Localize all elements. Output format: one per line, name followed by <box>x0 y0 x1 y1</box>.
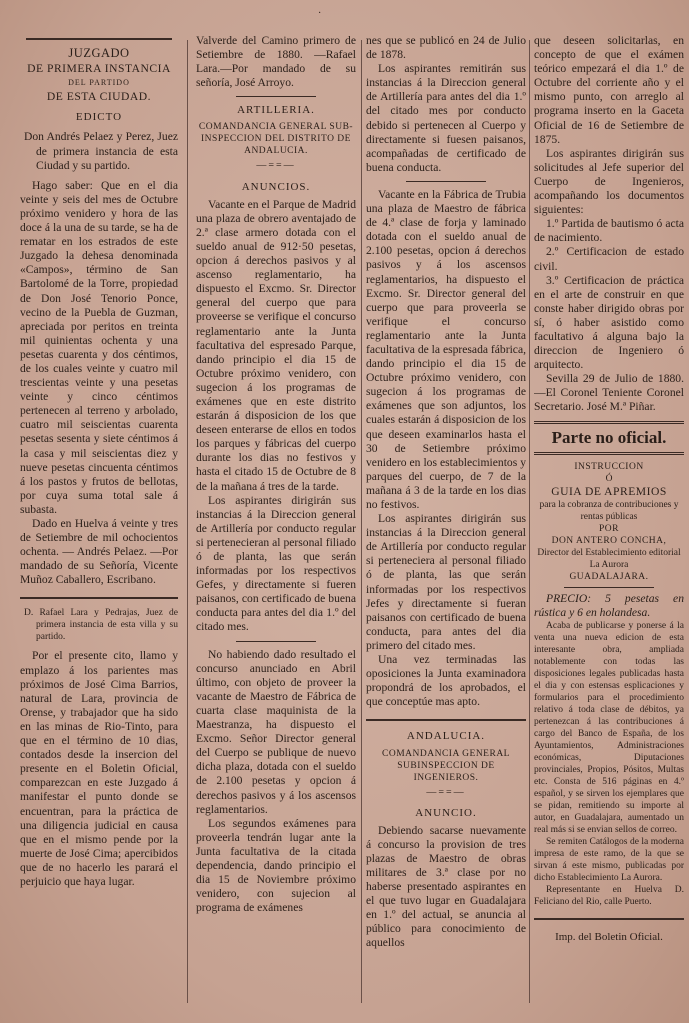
column-rule <box>187 40 188 1003</box>
paragraph: Una vez terminadas las oposiciones la Junta examinadora propondrá de los aprobados, el que conceptúe mas apto. <box>366 653 526 709</box>
paragraph: Los aspirantes dirigirán sus instancias á la Direccion general de Artillería por conducto regular si perteneciera al personal filiado ó de planta, las que serán informadas por los respectivos Jefes y directamente si fueran paisanos con certificado de buena conducta, para antes del dia primero del citado mes. <box>366 512 526 652</box>
section-title: ARTILLERIA. <box>237 104 315 117</box>
ornament: —==— <box>256 160 296 172</box>
ad-title: GUIA DE APREMIOS <box>551 484 667 498</box>
list-item: 1.º Partida de bautismo ó acta de nacimiento. <box>534 217 684 245</box>
paragraph: que deseen solicitarlas, en concepto de que el exámen teórico empezará el dia 1.º de Octubre del corriente año y el mismo punto, con arreglo al programa inserto en la Gaceta Oficial de 16 de Setiembre de 1875. <box>534 34 684 146</box>
paragraph: Vacante en el Parque de Madrid una plaza de obrero aventajado de 2.ª clase armero dotada con el sueldo anual de 912·50 pesetas, opcion á derechos pasivos y al ascenso reglamentario, ha dispuesto el Excmo. Sr. Director general del cuerpo que para proveerse se verifique el concurso reglamentario ante la Junta facultativa del espresado Parque, dando principio el dia 15 de Octubre próximo venidero, con sugecion á los programas de exámenes que en este distrito estarán á disposicion de los que deseen enterarse de ellos en todos los parques y fábricas del cuerpo durante los dias no festivos y hasta el citado 15 de Octubre de 8 de la mañana á tres de la tarde. <box>196 197 356 493</box>
imprint: Imp. del Boletin Oficial. <box>555 930 663 943</box>
ad-body: Se remiten Catálogos de la moderna impresa de este ramo, de la que se sirvan á este mismo, publicadas por dicho Establecimiento La Aurora. <box>534 836 684 883</box>
ad-body: Representante en Huelva D. Feliciano del Rio, calle Puerto. <box>534 884 684 907</box>
paragraph: Dado en Huelva á veinte y tres de Setiembre de mil ochocientos ochenta. — Andrés Pelaez. —Por mandado de su Señoría, Vicente Muñoz Caballero, Escribano. <box>20 517 178 587</box>
column-3 <box>366 34 526 1009</box>
divider <box>236 96 316 97</box>
court-header: DE ESTA CIUDAD. <box>46 90 152 104</box>
ad-author: DON ANTERO CONCHA, <box>551 535 667 546</box>
ad-heading: Ó <box>605 473 613 484</box>
part-title: Parte no oficial. <box>551 427 667 447</box>
signature: Sevilla 29 de Julio de 1880. —El Coronel Teniente Coronel Secretario. José M.ª Piñar. <box>534 372 684 414</box>
page-marker: · <box>318 8 322 19</box>
ad-heading: INSTRUCCION <box>574 461 644 472</box>
divider <box>26 38 172 40</box>
ad-author-desc: Director del Establecimiento editorial La Aurora <box>537 547 681 570</box>
court-header: DEL PARTIDO <box>68 78 130 88</box>
column-1 <box>20 34 178 1009</box>
paragraph: Hago saber: Que en el dia veinte y seis del mes de Octubre próximo venidero y hora de las doce á la una de su tarde, se ha de rematar en los estrados de este Juzgado la dehesa denominada «Campos», término de San Bartolomé de la Torre, propiedad de Don José Tenorio Ponce, vecino de la Puebla de Guzman, apreciada por peritos en treinta mil quinientas ochenta y una pesetas cuarenta y dos céntimos, de los cuales veinte y cuatro mil trescientas veinte y una pesetas veinte y cinco céntimos pertenecen al terreno y arbolado, cuatro mil seiscientas cuarenta pesetas sesenta y siete céntimos á la casa y mil seiscientas diez y nueve pesetas cincuenta céntimos á los pastos y frutos de bellotas, por cuya suma total sale á subasta. <box>20 178 178 516</box>
divider <box>236 641 316 642</box>
divider <box>366 719 526 721</box>
ad-by: POR <box>599 523 619 534</box>
divider <box>20 597 178 599</box>
paragraph: Por el presente cito, llamo y emplazo á los parientes mas próximos de José Cima Barrios, natural de Lara, provincia de Orense, y trabajador que ha sido en las minas de Rio-Tinto, para que en el término de 10 dias, contados desde la insercion del presente en el Boletin Oficial, comparezcan en este Juzgado á manifestar el punto donde se encuentran, para la práctica de una diligencia judicial en causa que en el mismo pende por la muerte de José Cima; apercibidos que de no hacerlo les parará el perjuicio que haya lugar. <box>20 649 178 888</box>
anuncios-title: ANUNCIOS. <box>241 180 311 193</box>
section-title: ANDALUCIA. <box>406 730 486 743</box>
comandancia-header: COMANDANCIA GENERAL SUB-INSPECCION DEL DISTRITO DE ANDALUCIA. <box>198 122 354 157</box>
list-item: 2.º Certificacion de estado civil. <box>534 245 684 273</box>
paragraph: Debiendo sacarse nuevamente á concurso la provision de tres plazas de Maestro de obras militares de 3.ª clase por no haberse presentado aspirantes en el que tuvo lugar en Guadalajara en 1.º del actual, se anuncia al público para conocimiento de aquellos <box>366 823 526 950</box>
column-4 <box>534 34 684 1009</box>
judge-line: D. Rafael Lara y Pedrajas, Juez de primera instancia de esta villa y su partido. <box>24 608 178 643</box>
ad-city: GUADALAJARA. <box>569 571 649 582</box>
paragraph: Los aspirantes dirigirán sus instancias á la Direccion general de Artillería por conducto regular si pertenecieran al personal filiado ó de planta, las que serán informadas por los respectivos Gefes, y directamente si fueren paisanos, con certificado de buena conducta para antes del dia 1.º del citado mes. <box>196 493 356 634</box>
part-banner <box>534 421 684 455</box>
paragraph: Valverde del Camino primero de Setiembre de 1880. —Rafael Lara.—Por mandado de su señoría, José Arroyo. <box>196 34 356 90</box>
paragraph: Los aspirantes remitirán sus instancias á la Direccion general de Artillería para antes del dia 1.º del citado mes por conducto debido si pertenecen al Cuerpo y directamente si fuesen paisanos, acompañadas de certificado de buena conducta. <box>366 62 526 174</box>
divider <box>534 918 684 920</box>
column-rule <box>529 40 530 1003</box>
judge-line: Don Andrés Pelaez y Perez, Juez de primera instancia de esta Ciudad y su partido. <box>24 130 178 172</box>
court-header: JUZGADO <box>68 46 130 60</box>
edict-title: EDICTO <box>75 111 123 124</box>
ad-body: Acaba de publicarse y ponerse á la venta una nueva edicion de esta interesante obra, ampliada notablemente con todas las disposiciones legales publicadas hasta el dia y con estensas esplicaciones y formularios para el procedimiento relativo á toda clase de débitos, ya pertenezcan á las contribuciones á cargo del Banco de España, de los Ayuntamientos, Administraciones económicas, Diputaciones provinciales, Propios, Pósitos, Multas etc. Consta de 516 páginas en 4.º español, y se sirven los ejemplares que se pidan, remitiendo su importe al autor, en Guadalajara, aumentado un real más si se envian sellos de correo. <box>534 620 684 835</box>
paragraph: No habiendo dado resultado el concurso anunciado en Abril último, con objeto de proveer la vacante de Maestro de Fábrica de cuarta clase maquinista de la Maestranza, ha dispuesto el Excmo. Señor Director general del Cuerpo se publique de nuevo dicha plaza, dotada con el sueldo de 2.100 pesetas y opcion á derechos pasivos y á los ascensos reglamentarios. <box>196 647 356 816</box>
court-header: DE PRIMERA INSTANCIA <box>27 62 171 76</box>
column-2 <box>196 34 356 1009</box>
comandancia-header: COMANDANCIA GENERAL SUBINSPECCION DE INGENIEROS. <box>382 748 510 783</box>
anuncio-title: ANUNCIO. <box>415 806 477 819</box>
ad-subtitle: para la cobranza de contribuciones y rentas públicas <box>539 499 679 522</box>
paragraph: nes que se publicó en 24 de Julio de 1878. <box>366 34 526 62</box>
column-rule <box>361 40 362 1003</box>
ad-price: PRECIO: 5 pesetas en rústica y 6 en holandesa. <box>534 591 684 619</box>
divider <box>406 181 486 182</box>
divider <box>564 587 654 588</box>
paragraph: Vacante en la Fábrica de Trubia una plaza de Maestro de fábrica de 4.ª clase de forja y laminado dotada con el sueldo anual de 2.100 pesetas, opcion á derechos pasivos y á los ascensos reglamentarios, ha dispuesto el Excmo. Sr. Director general del cuerpo que para proveerla se verifique el concurso reglamentario ante la Junta facultativa de la espresada fábrica, dando principio el dia 15 de Octubre próximo venidero, con sugecion á los programas de exámenes que son adjuntos, los cuales estarán á disposicion de los que deseen examinarlos hasta el 30 de Setiembre próximo venidero en los establecimientos y parques del cuerpo, de 7 de la mañana á 3 de la tarde en los dias no festivos. <box>366 187 526 511</box>
list-item: 3.º Certificacion de práctica en el arte de construir en que conste haber dirigido obras por sí, ó haber asistido como facultativo á alguna bajo la direccion de Ingeniero ó arquitecto. <box>534 273 684 372</box>
ornament: —==— <box>426 786 466 798</box>
paragraph: Los aspirantes dirigirán sus solicitudes al Jefe superior del Cuerpo de Ingenieros, acompañando los documentos siguientes: <box>534 146 684 217</box>
paragraph: Los segundos exámenes para proveerla tendrán lugar ante la Junta facultativa de la citada dependencia, dando principio el dia 15 de Noviembre próximo venidero, con sujecion al programa de exámenes <box>196 816 356 915</box>
